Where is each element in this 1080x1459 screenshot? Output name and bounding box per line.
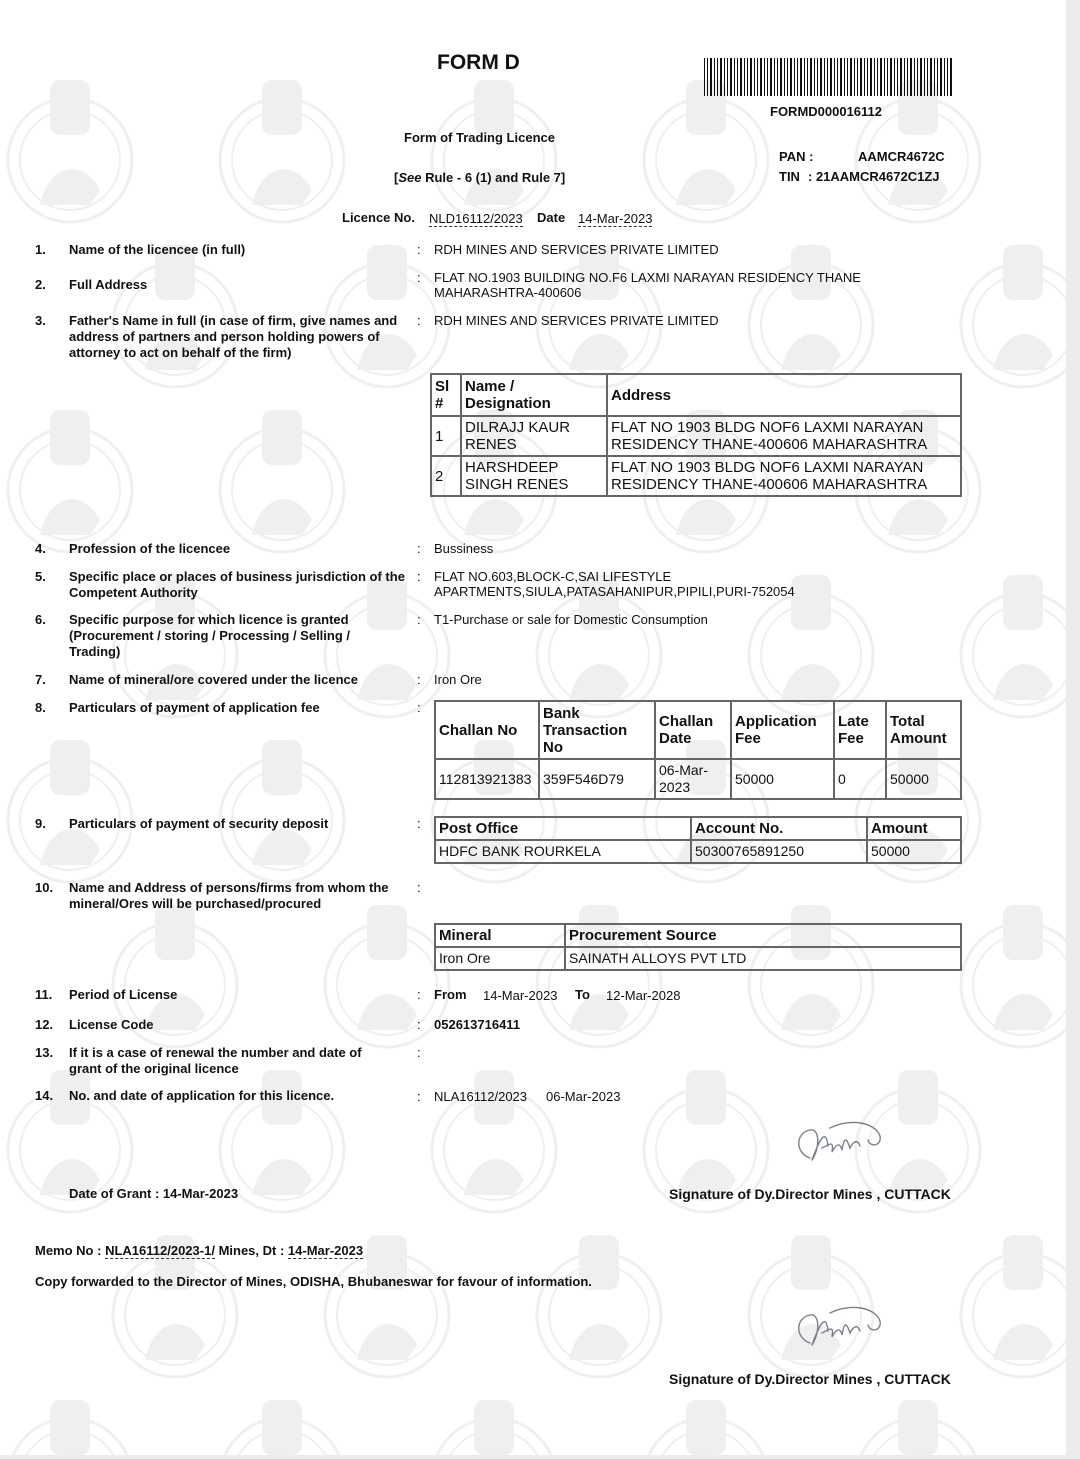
emblem-watermark-icon: [948, 1195, 1066, 1385]
item-9-colon: :: [417, 816, 421, 831]
item-4-value: Bussiness: [434, 541, 494, 556]
cell-challan-no: 112813921383: [435, 759, 539, 799]
table-row: [435, 840, 961, 863]
col-header-address: Address: [607, 374, 961, 416]
item-5-colon: :: [417, 569, 421, 584]
item-9-label: Particulars of payment of security deposit: [69, 816, 329, 831]
signature-caption-2: Signature of Dy.Director Mines , CUTTACK: [669, 1371, 951, 1387]
emblem-watermark-icon: [100, 1195, 250, 1385]
emblem-watermark-icon: [419, 1030, 569, 1220]
col-header-challan-no: Challan No: [435, 701, 539, 759]
cell-post-office: HDFC BANK ROURKELA: [435, 840, 691, 863]
cell-bank-txn: 359F546D79: [539, 759, 655, 799]
item-7-colon: :: [417, 672, 421, 687]
emblem-watermark-icon: [524, 535, 674, 725]
licence-no-value: NLD16112/2023: [429, 211, 523, 226]
emblem-watermark-icon: [312, 205, 462, 395]
item-4-colon: :: [417, 541, 421, 556]
col-header-total-amount: Total Amount: [886, 701, 961, 759]
item-2-colon: :: [417, 270, 421, 285]
form-title: FORM D: [437, 51, 520, 74]
cell-sl: 1: [431, 416, 461, 456]
signature-caption: Signature of Dy.Director Mines , CUTTACK: [669, 1186, 951, 1202]
item-1-value: RDH MINES AND SERVICES PRIVATE LIMITED: [434, 242, 719, 257]
item-12-number: 12.: [35, 1017, 54, 1032]
col-header-late-fee: Late Fee: [834, 701, 886, 759]
item-8-number: 8.: [35, 700, 46, 715]
col-header-account-no: Account No.: [691, 817, 867, 840]
col-header-sl: Sl #: [431, 374, 461, 416]
cell-application-fee: 50000: [731, 759, 834, 799]
emblem-watermark-icon: [100, 205, 250, 395]
item-13-colon: :: [417, 1045, 421, 1060]
emblem-watermark-icon: [207, 370, 357, 560]
item-3-label: Father's Name in full (in case of firm, give names and address of partners and person holding powers of attorney to act on behalf of the firm): [69, 313, 398, 360]
partners-table: [430, 373, 962, 497]
pan-value: AAMCR4672C: [858, 149, 945, 164]
emblem-watermark-icon: [948, 535, 1066, 725]
memo-line: Memo No : NLA16112/2023-1/ Mines, Dt : 14-Mar-2023: [35, 1243, 364, 1258]
item-4-label: Profession of the licencee: [69, 541, 231, 556]
item-3-value: RDH MINES AND SERVICES PRIVATE LIMITED: [434, 313, 719, 328]
item-11-label: Period of License: [69, 987, 178, 1002]
item-3-number: 3.: [35, 313, 46, 328]
item-10-number: 10.: [35, 880, 54, 895]
table-row: [435, 759, 961, 799]
emblem-watermark-icon: [419, 1360, 569, 1455]
table-row: [435, 947, 961, 970]
cell-challan-date: 06-Mar-2023: [655, 759, 731, 799]
col-header-procurement-source: Procurement Source: [565, 924, 961, 947]
table-row: [431, 416, 961, 456]
period-to-value: 12-Mar-2028: [606, 988, 681, 1003]
col-header-post-office: Post Office: [435, 817, 691, 840]
item-4-number: 4.: [35, 541, 46, 556]
signature-icon: [790, 1118, 885, 1168]
col-header-bank-txn: Bank Transaction No: [539, 701, 655, 759]
cell-mineral: Iron Ore: [435, 947, 565, 970]
application-date-value: 06-Mar-2023: [546, 1089, 621, 1104]
item-10-colon: :: [417, 880, 421, 895]
item-2-label: Full Address: [69, 277, 148, 292]
item-14-label: No. and date of application for this licence.: [69, 1088, 335, 1103]
signature-icon: [790, 1303, 885, 1353]
cell-total-amount: 50000: [886, 759, 961, 799]
tin-value: : 21AAMCR4672C1ZJ: [808, 169, 940, 184]
item-13-label: If it is a case of renewal the number and date of grant of the original licence: [69, 1045, 362, 1076]
item-10-label: Name and Address of persons/firms from whom the mineral/Ores will be purchased/procured: [69, 880, 389, 911]
period-from-value: 14-Mar-2023: [483, 988, 558, 1003]
cell-name: DILRAJJ KAUR RENES: [461, 416, 607, 456]
application-no-value: NLA16112/2023: [434, 1089, 528, 1104]
cell-amount: 50000: [867, 840, 961, 863]
security-deposit-table: [434, 816, 962, 864]
period-from-label: From: [434, 987, 467, 1002]
cell-procurement-source: SAINATH ALLOYS PVT LTD: [565, 947, 961, 970]
item-14-colon: :: [417, 1089, 421, 1104]
emblem-watermark-icon: [0, 40, 145, 230]
item-6-number: 6.: [35, 612, 46, 627]
period-to-label: To: [575, 987, 590, 1002]
item-1-colon: :: [417, 242, 421, 257]
emblem-watermark-icon: [0, 1360, 145, 1455]
item-2-number: 2.: [35, 277, 46, 292]
application-fee-table: [434, 700, 962, 800]
cell-address: FLAT NO 1903 BLDG NOF6 LAXMI NARAYAN RESIDENCY THANE-400606 MAHARASHTRA: [607, 456, 961, 496]
cell-address: FLAT NO 1903 BLDG NOF6 LAXMI NARAYAN RESIDENCY THANE-400606 MAHARASHTRA: [607, 416, 961, 456]
item-8-label: Particulars of payment of application fee: [69, 700, 320, 715]
item-11-number: 11.: [35, 987, 53, 1002]
table-row: [431, 456, 961, 496]
procurement-table: [434, 923, 962, 971]
col-header-application-fee: Application Fee: [731, 701, 834, 759]
date-label: Date: [537, 210, 566, 225]
emblem-watermark-icon: [736, 1195, 886, 1385]
item-7-label: Name of mineral/ore covered under the licence: [69, 672, 358, 687]
item-13-number: 13.: [35, 1045, 54, 1060]
item-6-value: T1-Purchase or sale for Domestic Consumption: [434, 612, 708, 627]
pan-label: PAN :: [779, 149, 814, 164]
item-8-colon: :: [417, 700, 421, 715]
date-value: 14-Mar-2023: [578, 211, 653, 226]
emblem-watermark-icon: [736, 535, 886, 725]
emblem-watermark-icon: [207, 1360, 357, 1455]
item-12-colon: :: [417, 1017, 421, 1032]
cell-account-no: 50300765891250: [691, 840, 867, 863]
barcode-text: FORMD000016112: [770, 104, 883, 119]
cell-name: HARSHDEEP SINGH RENES: [461, 456, 607, 496]
item-12-label: License Code: [69, 1017, 154, 1032]
licence-no-label: Licence No.: [342, 210, 415, 225]
item-3-colon: :: [417, 313, 421, 328]
copy-forwarded-note: Copy forwarded to the Director of Mines, ODISHA, Bhubaneswar for favour of information.: [35, 1274, 592, 1289]
col-header-name: Name / Designation: [461, 374, 607, 416]
form-subtitle: Form of Trading Licence: [404, 130, 555, 145]
item-6-colon: :: [417, 612, 421, 627]
emblem-watermark-icon: [948, 865, 1066, 1055]
item-14-number: 14.: [35, 1088, 54, 1103]
item-1-label: Name of the licencee (in full): [69, 242, 246, 257]
cell-late-fee: 0: [834, 759, 886, 799]
item-9-number: 9.: [35, 816, 46, 831]
col-header-challan-date: Challan Date: [655, 701, 731, 759]
emblem-watermark-icon: [0, 700, 145, 890]
tin-label: TIN: [779, 169, 800, 184]
rule-reference: [See Rule - 6 (1) and Rule 7]: [394, 170, 566, 185]
barcode-icon: [704, 58, 954, 96]
emblem-watermark-icon: [948, 205, 1066, 395]
emblem-watermark-icon: [736, 205, 886, 395]
item-5-number: 5.: [35, 569, 46, 584]
emblem-watermark-icon: [524, 1195, 674, 1385]
item-6-label: Specific purpose for which licence is granted (Procurement / storing / Processing / Selling / Trading): [69, 612, 351, 659]
cell-sl: 2: [431, 456, 461, 496]
item-5-value: FLAT NO.603,BLOCK-C,SAI LIFESTYLE APARTMENTS,SIULA,PATASAHANIPUR,PIPILI,PURI-752054: [434, 569, 795, 599]
item-1-number: 1.: [35, 242, 46, 257]
date-of-grant: Date of Grant : 14-Mar-2023: [69, 1186, 239, 1201]
emblem-watermark-icon: [524, 205, 674, 395]
emblem-watermark-icon: [312, 1195, 462, 1385]
col-header-amount: Amount: [867, 817, 961, 840]
emblem-watermark-icon: [207, 40, 357, 230]
item-2-value: FLAT NO.1903 BUILDING NO.F6 LAXMI NARAYAN RESIDENCY THANE MAHARASHTRA-400606: [434, 270, 861, 300]
item-5-label: Specific place or places of business jurisdiction of the Competent Authority: [69, 569, 405, 600]
emblem-watermark-icon: [0, 370, 145, 560]
col-header-mineral: Mineral: [435, 924, 565, 947]
item-7-value: Iron Ore: [434, 672, 482, 687]
license-code-value: 052613716411: [434, 1017, 521, 1032]
item-11-colon: :: [417, 987, 421, 1002]
item-7-number: 7.: [35, 672, 46, 687]
emblem-watermark-icon: [207, 700, 357, 890]
